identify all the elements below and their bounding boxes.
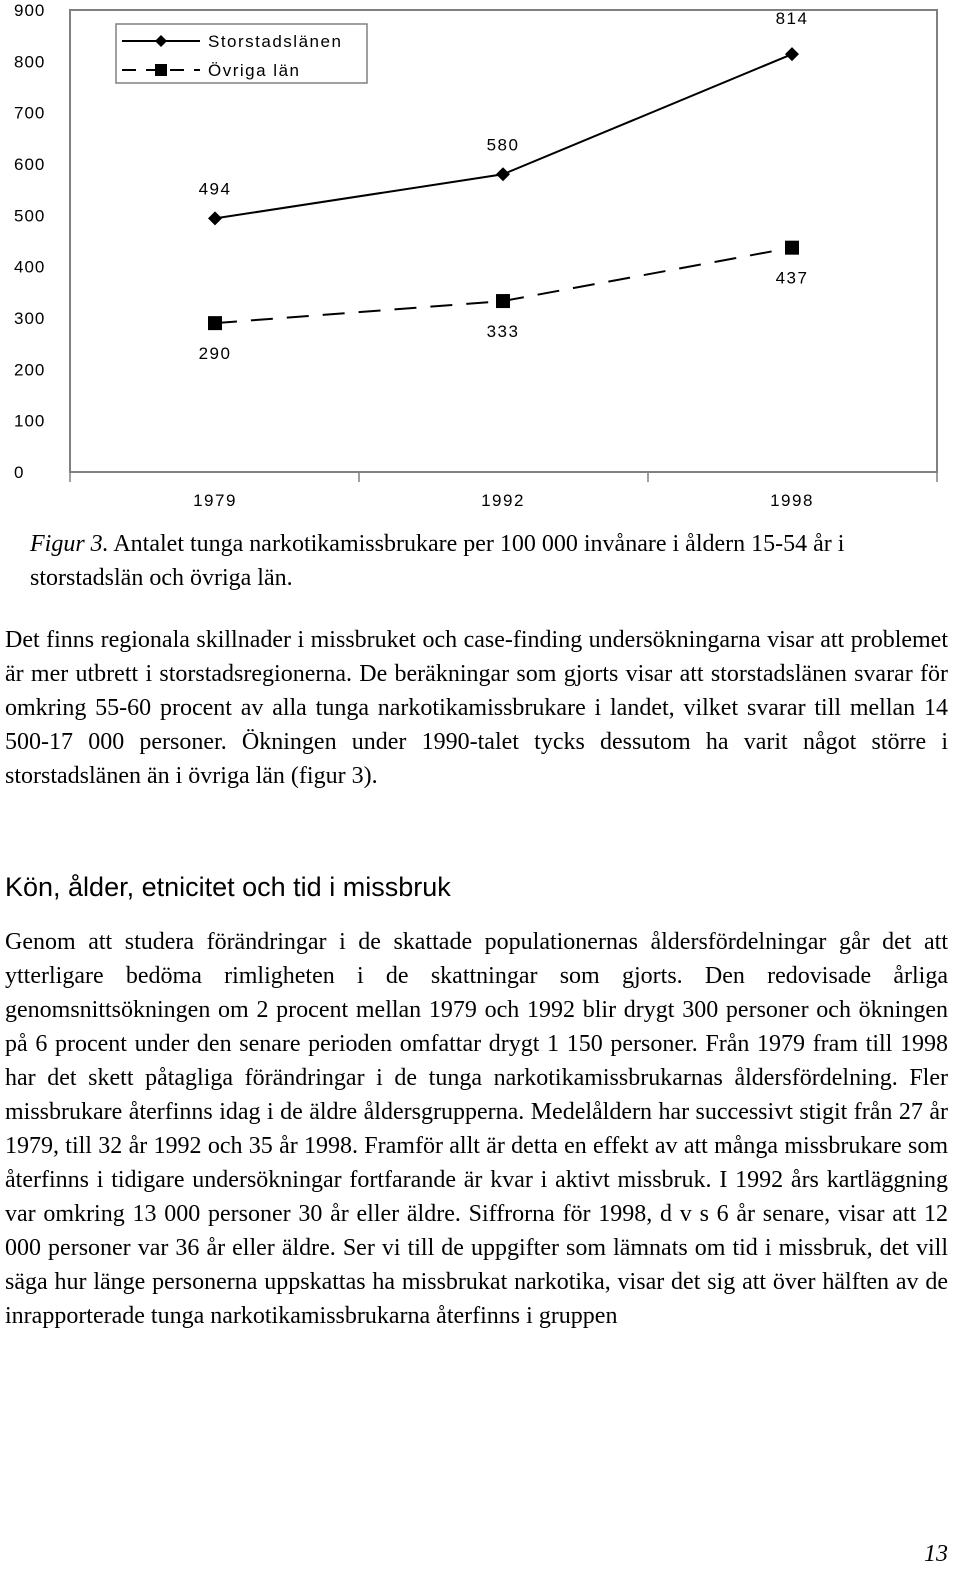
section-heading: Kön, ålder, etnicitet och tid i missbruk [5, 872, 451, 902]
body-paragraph-2: Genom att studera förändringar i de skattade populationernas åldersfördelningar går det att ytterligare bedöma rimligheten i de skattningar som gjorts. Den redovisade årliga genomsnittsökningen om 2 procent mellan 1979 och 1992 blir drygt 300 personer och ökningen på 6 procent under den senare perioden omfattar drygt 1 150 personer. Från 1979 fram till 1998 har det skett påtagliga förändringar i de tunga narkotikamissbrukarnas åldersfördelning. Fler missbrukare återfinns idag i de äldre åldersgrupperna. Medelåldern har successivt stigit från 27 år 1979, till 32 år 1992 och 35 år 1998. Framför allt är detta en effekt av att många missbrukare som återfinns i tidigare undersökningar fortfarande är kvar i aktivt missbruk. I 1992 års kartläggning var omkring 13 000 personer 30 år eller äldre. Siffrorna för 1998, d v s 6 år senare, visar att 12 000 personer var 36 år eller äldre. Ser vi till de uppgifter som lämnats om tid i missbruk, det vill säga hur länge personerna uppskattas ha missbrukat narkotika, visar det sig att över hälften av de inrapporterade tunga narkotikamissbrukarna återfinns i gruppen [5, 929, 948, 1329]
body-paragraph-1: Det finns regionala skillnader i missbruket och case-finding undersökningarna visar att problemet är mer utbrett i storstadsregionerna. De beräkningar som gjorts visar att storstadslänen svarar för omkring 55-60 procent av alla tunga narkotikamissbrukare i landet, vilket svarar till mellan 14 500-17 000 personer. Ökningen under 1990-talet tycks dessutom ha varit något större i storstadslänen än i övriga län (figur 3). [5, 627, 948, 789]
legend-label: Storstadslänen [208, 32, 343, 51]
line-chart [0, 0, 960, 520]
y-tick-label: 900 [14, 1, 46, 20]
figure-caption [30, 527, 940, 595]
y-tick-label: 500 [14, 206, 46, 226]
square-marker [785, 241, 799, 255]
figure-caption-text: Antalet tunga narkotikamissbrukare per 100 000 invånare i åldern 15-54 år i storstadslän och övriga län. [30, 531, 845, 591]
y-tick-label: 200 [14, 360, 46, 380]
diamond-marker [785, 47, 799, 61]
x-tick-label: 1998 [770, 491, 814, 510]
figure-label: Figur 3. [30, 531, 109, 557]
data-label: 814 [775, 9, 809, 29]
data-label: 494 [198, 179, 232, 199]
square-marker [496, 294, 510, 308]
y-tick-label: 800 [14, 52, 46, 72]
series-line-2 [215, 248, 792, 323]
chart-svg [0, 0, 960, 520]
legend-square-marker [155, 64, 167, 76]
data-label: 333 [486, 322, 520, 342]
square-marker [208, 316, 222, 330]
y-tick-label: 400 [14, 257, 46, 277]
y-tick-label: 100 [14, 411, 46, 431]
data-label: 290 [198, 344, 232, 364]
y-tick-label: 700 [14, 103, 46, 123]
legend-label: Övriga län [208, 61, 301, 80]
diamond-marker [208, 211, 222, 225]
y-tick-label: 600 [14, 155, 46, 174]
x-tick-label: 1979 [193, 491, 237, 510]
x-tick-label: 1992 [481, 491, 525, 510]
data-label: 580 [486, 135, 520, 155]
data-label: 437 [775, 268, 809, 288]
diamond-marker [496, 167, 510, 181]
page-number: 13 [924, 1541, 948, 1567]
y-tick-label: 300 [14, 309, 46, 328]
y-tick-label: 0 [14, 463, 25, 482]
